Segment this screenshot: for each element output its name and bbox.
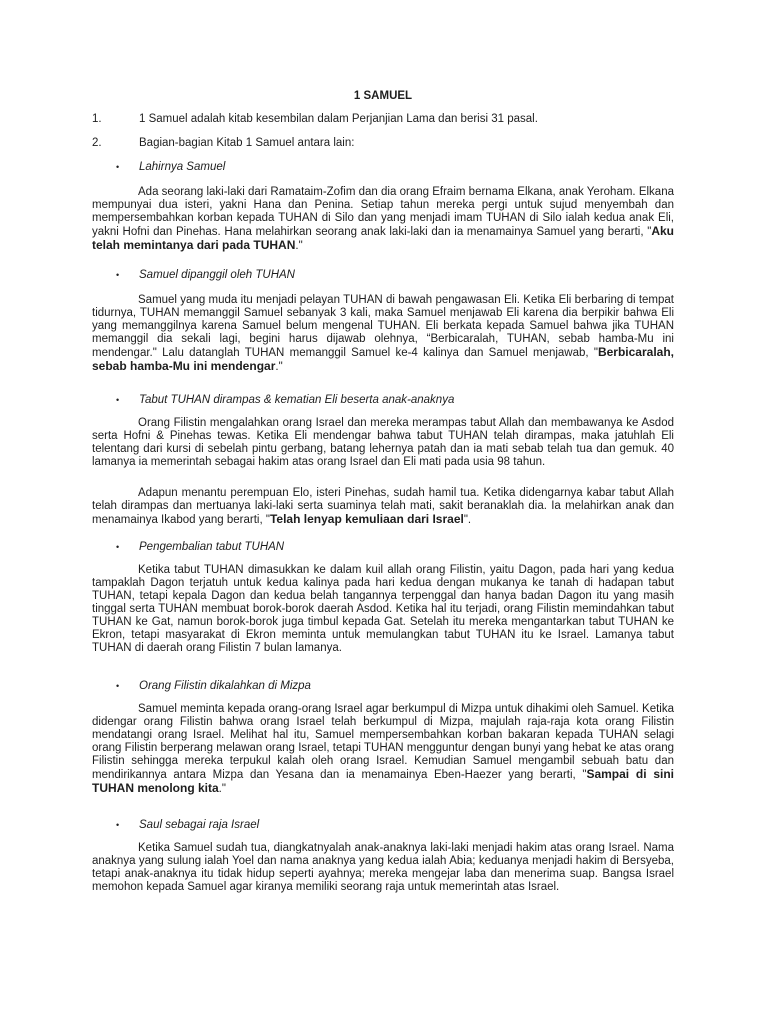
paragraph — [92, 487, 674, 527]
emphasis-text: Telah lenyap kemuliaan dari Israel — [269, 512, 464, 526]
numbered-item — [92, 113, 674, 126]
paragraph-text: Ketika Samuel sudah tua, diangkatnyalah anak-anaknya laki-laki menjadi hakim atas orang Israel. Nama anaknya yang sulung ialah Yoel dan nama anaknya yang kedua ialah Abia; keduanya menjadi hakim di Bersyeba, tetapi anak-anaknya itu tidak hidup seperti ayahnya; mereka mengejar laba dan menerima suap. Bangsa Israel memohon kepada Samuel agar kiranya memiliki seorang raja untuk memerintah atas Israel. — [92, 842, 674, 893]
item-text: 1 Samuel adalah kitab kesembilan dalam Perjanjian Lama dan berisi 31 pasal. — [139, 113, 538, 125]
paragraph-text: ". — [463, 514, 472, 526]
paragraph-text: Samuel yang muda itu menjadi pelayan TUHAN di bawah pengawasan Eli. Ketika Eli berbaring di tempat tidurnya, TUHAN memanggil Samuel sebanyak 3 kali, maka Samuel menjawab Eli karena dia berpikir bahwa Eli yang memanggilnya karena Samuel belum mengenal TUHAN. Eli berkata kepada Samuel bahwa jika TUHAN memanggil dia sekali lagi, begini harus dijawab olehnya, “Berbicaralah, TUHAN, sebab hamba-Mu ini mendengar." Lalu datanglah TUHAN memanggil Samuel ke-4 kalinya dan Samuel menjawab, " — [92, 294, 674, 359]
paragraph — [92, 842, 674, 894]
section-heading — [92, 161, 674, 174]
section-heading — [92, 269, 674, 282]
paragraph — [92, 186, 674, 253]
bullet-icon: • — [116, 820, 120, 830]
document-title: 1 SAMUEL — [353, 90, 413, 102]
paragraph-text: Adapun menantu perempuan Elo, isteri Pinehas, sudah hamil tua. Ketika didengarnya kabar tabut Allah telah dirampas dan mertuanya laki-laki serta suaminya telah mati, sakit beranaklah dia. Ia melahirkan anak dan menamainya Ikabod yang berarti, " — [92, 487, 674, 526]
section-heading — [92, 394, 674, 407]
item-number: 1. — [92, 113, 102, 125]
paragraph-text: ." — [218, 783, 226, 795]
section-heading — [92, 541, 674, 554]
numbered-item — [92, 137, 674, 150]
emphasis-text: Berbicaralah, sebab hamba-Mu ini mendengar — [92, 345, 674, 373]
item-text: Bagian-bagian Kitab 1 Samuel antara lain: — [139, 137, 355, 149]
emphasis-text: Aku telah memintanya dari pada TUHAN — [92, 224, 674, 252]
bullet-icon: • — [116, 542, 120, 552]
section-heading-text: Tabut TUHAN dirampas & kematian Eli beserta anak-anaknya — [139, 394, 455, 406]
section-heading — [92, 680, 674, 693]
paragraph-text: Samuel meminta kepada orang-orang Israel agar berkumpul di Mizpa untuk dihakimi oleh Samuel. Ketika didengar orang Filistin bahwa orang Israel telah berkumpul di Mizpa, majulah raja-raja kota orang Filistin mendatangi orang Israel. Melihat hal itu, Samuel mempersembahkan korban bakaran kepada TUHAN selagi orang Filistin berperang melawan orang Israel, tetapi TUHAN mengguntur dengan bunyi yang hebat ke atas orang Filistin sehingga mereka terpukul kalah oleh orang Israel. Kemudian Samuel mengambil sebuah batu dan mendirikannya antara Mizpa dan Yesana dan ia menamainya Eben-Haezer yang berarti, " — [92, 703, 674, 781]
bullet-icon: • — [116, 395, 120, 405]
paragraph-text: ." — [295, 240, 303, 252]
bullet-icon: • — [116, 681, 120, 691]
section-heading-text: Lahirnya Samuel — [139, 161, 226, 173]
emphasis-text: Sampai di sini TUHAN menolong kita — [92, 767, 674, 795]
paragraph — [92, 564, 674, 655]
paragraph-text: Orang Filistin mengalahkan orang Israel dan mereka merampas tabut Allah dan membawanya ke Asdod serta Hofni & Pinehas tewas. Ketika Eli mendengar bahwa tabut TUHAN telah dirampas, maka jatuhlah Eli telentang dari kursi di sebelah pintu gerbang, batang lehernya patah dan ia mati sebab telah tua dan gemuk. 40 lamanya ia memerintah sebagai hakim atas orang Israel dan Eli mati pada usia 98 tahun. — [92, 417, 674, 468]
section-heading-text: Samuel dipanggil oleh TUHAN — [139, 269, 295, 281]
bullet-icon: • — [116, 270, 120, 280]
paragraph — [92, 417, 674, 469]
bullet-icon: • — [116, 162, 120, 172]
item-number: 2. — [92, 137, 102, 149]
section-heading-text: Pengembalian tabut TUHAN — [139, 541, 285, 553]
paragraph — [92, 703, 674, 796]
section-heading-text: Saul sebagai raja Israel — [139, 819, 260, 831]
paragraph — [92, 294, 674, 374]
section-heading — [92, 819, 674, 832]
section-heading-text: Orang Filistin dikalahkan di Mizpa — [139, 680, 311, 692]
paragraph-text: ." — [275, 361, 283, 373]
paragraph-text: Ketika tabut TUHAN dimasukkan ke dalam kuil allah orang Filistin, yaitu Dagon, pada hari yang kedua tampaklah Dagon terjatuh untuk kedua kalinya pada hari kedua dengan mukanya ke tanah di hadapan tabut TUHAN, tetapi kepala Dagon dan kedua belah tangannya terpenggal dan hanya badan Dagon itu yang masih tinggal serta TUHAN membuat borok-borok daerah Asdod. Ketika hal itu terjadi, orang Filistin memindahkan tabut TUHAN ke Gat, namun borok-borok juga timbul kepada Gat. Setelah itu mereka mengantarkan tabut TUHAN ke Ekron, tetapi masyarakat di Ekron meminta untuk memulangkan tabut TUHAN itu ke Israel. Lamanya tabut TUHAN di daerah orang Filistin 7 bulan lamanya. — [92, 564, 674, 654]
paragraph-text: Ada seorang laki-laki dari Ramataim-Zofim dan dia orang Efraim bernama Elkana, anak Yeroham. Elkana mempunyai dua isteri, yakni Hana dan Penina. Setiap tahun mereka pergi untuk sujud menyembah dan mempersembahkan korban kepada TUHAN di Silo dan yang menjadi imam TUHAN di Silo ialah kedua anak Eli, yakni Hofni dan Pinehas. Hana melahirkan seorang anak laki-laki dan ia menamainya Samuel yang berarti, " — [92, 186, 674, 238]
